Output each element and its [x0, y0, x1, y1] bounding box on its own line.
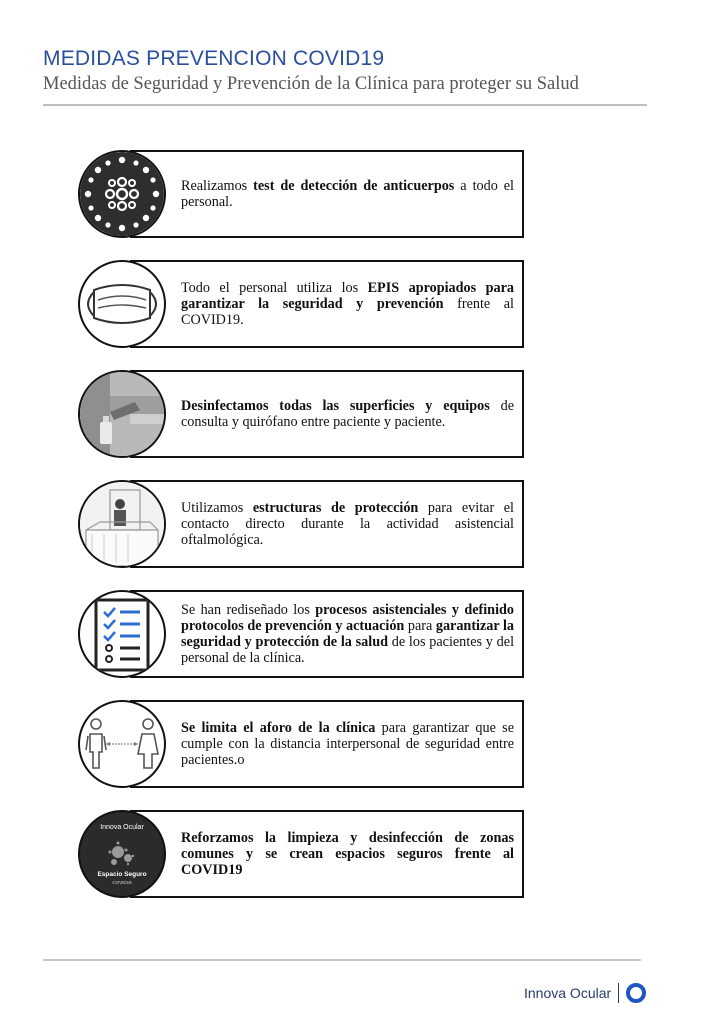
badge-title-text: Espacio Seguro	[97, 871, 147, 878]
top-divider	[43, 104, 647, 106]
disinfection-spray-icon	[78, 370, 166, 458]
measure-text: Se limita el aforo de la clínica para garantizar que se cumple con la distancia interpersonal de seguridad entre pacientes.o	[181, 720, 514, 768]
measure-item-protocols	[78, 590, 526, 678]
measure-box	[130, 590, 524, 678]
measure-text: Realizamos test de detección de anticuerpos a todo el personal.	[181, 178, 515, 210]
measure-box	[130, 260, 524, 348]
measure-text: Desinfectamos todas las superficies y equipos de consulta y quirófano entre paciente y paciente.	[181, 398, 514, 430]
measure-item-cleaning	[78, 810, 526, 898]
measure-text: Utilizamos estructuras de protección para evitar el contacto directo durante la actividad asistencial oftalmológica.	[181, 500, 514, 548]
social-distance-icon	[78, 700, 166, 788]
measure-text: Todo el personal utiliza los EPIS apropiados para garantizar la seguridad y prevención frente al COVID19.	[181, 280, 514, 328]
logo-ring-icon	[626, 983, 646, 1003]
measure-box	[130, 700, 524, 788]
page-title: MEDIDAS PREVENCION COVID19	[43, 47, 385, 70]
measure-item-disinfection	[78, 370, 526, 458]
measure-box	[130, 150, 524, 238]
measure-item-epis	[78, 260, 526, 348]
footer-logo	[524, 983, 646, 1003]
face-mask-icon	[78, 260, 166, 348]
checklist-icon	[78, 590, 166, 678]
logo-separator	[618, 983, 619, 1003]
measure-box	[130, 480, 524, 568]
measure-item-capacity	[78, 700, 526, 788]
bottom-divider	[43, 959, 641, 961]
measure-text: Se han rediseñado los procesos asistenciales y definido protocolos de prevención y actuación para garantizar la seguridad y protección de la salud de los pacientes y del personal de la clínica.	[181, 602, 515, 666]
safe-space-badge-icon	[78, 810, 166, 898]
page-subtitle: Medidas de Seguridad y Prevención de la Clínica para proteger su Salud	[43, 74, 579, 94]
protective-screen-icon	[78, 480, 166, 568]
logo-text: Innova Ocular	[524, 985, 612, 1001]
virus-icon	[78, 150, 166, 238]
measure-box	[130, 810, 524, 898]
measure-item-protection-structures	[78, 480, 526, 568]
badge-brand-text: Innova Ocular	[100, 824, 144, 831]
measure-item-antibody-test	[78, 150, 526, 238]
badge-subtitle-text: COVID19	[112, 880, 132, 885]
measure-text: Reforzamos la limpieza y desinfección de zonas comunes y se crean espacios seguros frente al COVID19	[181, 830, 514, 878]
measure-box	[130, 370, 524, 458]
